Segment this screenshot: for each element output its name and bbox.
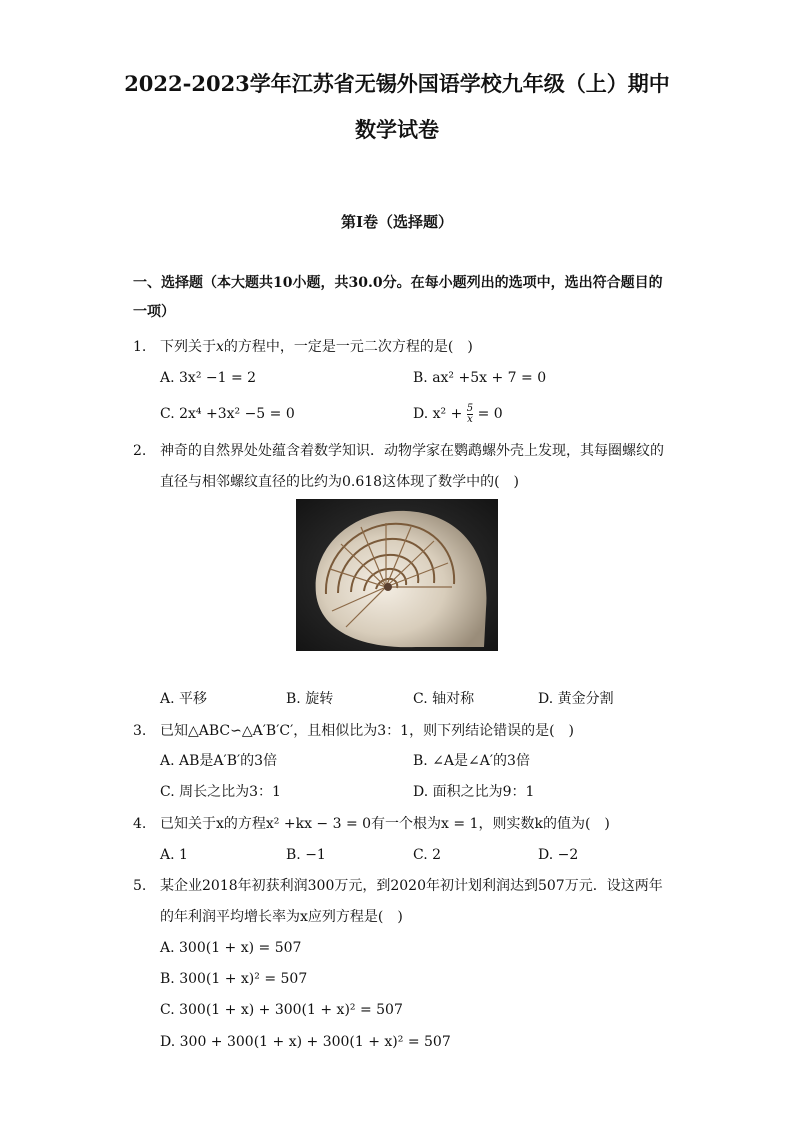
question-stem xyxy=(160,332,673,363)
question-number: 2. xyxy=(133,443,147,459)
option-a: A. 平移 xyxy=(160,691,208,707)
option-b: B. ∠A是∠A′的3倍 xyxy=(413,753,530,769)
volume-heading: 第I卷（选择题） xyxy=(340,213,454,231)
question-number: 5. xyxy=(133,878,147,894)
option-c: C. 2x⁴ +3x² −5 = 0 xyxy=(160,406,295,422)
option-a: A. 300(1 + x) = 507 xyxy=(160,940,302,956)
question-stem: 神奇的自然界处处蕴含着数学知识．动物学家在鹦鹉螺外壳上发现，其每圈螺纹的直径与相邻螺纹直径的比约为0.618这体现了数学中的( ) xyxy=(160,443,664,490)
option-b: B. ax² +5x + 7 = 0 xyxy=(413,370,547,386)
option-d: D. 300 + 300(1 + x) + 300(1 + x)² = 507 xyxy=(160,1034,451,1050)
fraction-denominator: x xyxy=(467,413,473,425)
option-c: C. 轴对称 xyxy=(413,691,475,707)
fraction-numerator: 5 xyxy=(466,402,474,414)
option-d xyxy=(413,402,503,426)
section-head-text: 一、选择题（本大题共10小题，共30.0分。在每小题列出的选项中，选出符合题目的一项） xyxy=(133,275,663,320)
option-a: A. AB是A′B′的3倍 xyxy=(160,753,278,769)
option-b: B. 300(1 + x)² = 507 xyxy=(160,971,308,987)
section-heading xyxy=(133,269,673,327)
option-d: D. 面积之比为9：1 xyxy=(413,784,535,800)
option-a: A. 1 xyxy=(160,847,188,863)
option-d-prefix: D. x² + xyxy=(413,406,463,422)
option-c: C. 300(1 + x) + 300(1 + x)² = 507 xyxy=(160,1002,403,1018)
stem-part: 下列关于 xyxy=(160,339,216,355)
question-number: 4. xyxy=(133,816,147,832)
nautilus-shell-graphic xyxy=(296,499,498,651)
option-a: A. 3x² −1 = 2 xyxy=(160,370,257,386)
option-c: C. 2 xyxy=(413,847,442,863)
option-c: C. 周长之比为3：1 xyxy=(160,784,281,800)
stem-variable: x xyxy=(216,339,224,355)
option-d: D. 黄金分割 xyxy=(538,691,614,707)
stem-part: 的方程中，一定是一元二次方程的是( ) xyxy=(223,339,473,355)
nautilus-shell-image xyxy=(296,499,498,651)
option-d-suffix: = 0 xyxy=(477,406,503,422)
question-number: 3. xyxy=(133,723,147,739)
option-b: B. −1 xyxy=(286,847,326,863)
option-b: B. 旋转 xyxy=(286,691,334,707)
question-stem: 某企业2018年初获利润300万元，到2020年初计划利润达到507万元．设这两年的年利润平均增长率为x应列方程是( ) xyxy=(160,878,663,925)
question-stem: 已知△ABC∽△A′B′C′，且相似比为3：1，则下列结论错误的是( ) xyxy=(160,723,575,739)
question-number: 1. xyxy=(133,339,147,355)
question-stem: 已知关于x的方程x² +kx − 3 = 0有一个根为x = 1，则实数k的值为( ) xyxy=(160,816,610,832)
paper-title-line1: 2022-2023学年江苏省无锡外国语学校九年级（上）期中 xyxy=(124,71,670,96)
paper-title-line2: 数学试卷 xyxy=(355,117,439,142)
fraction xyxy=(467,404,473,425)
option-d: D. −2 xyxy=(538,847,579,863)
